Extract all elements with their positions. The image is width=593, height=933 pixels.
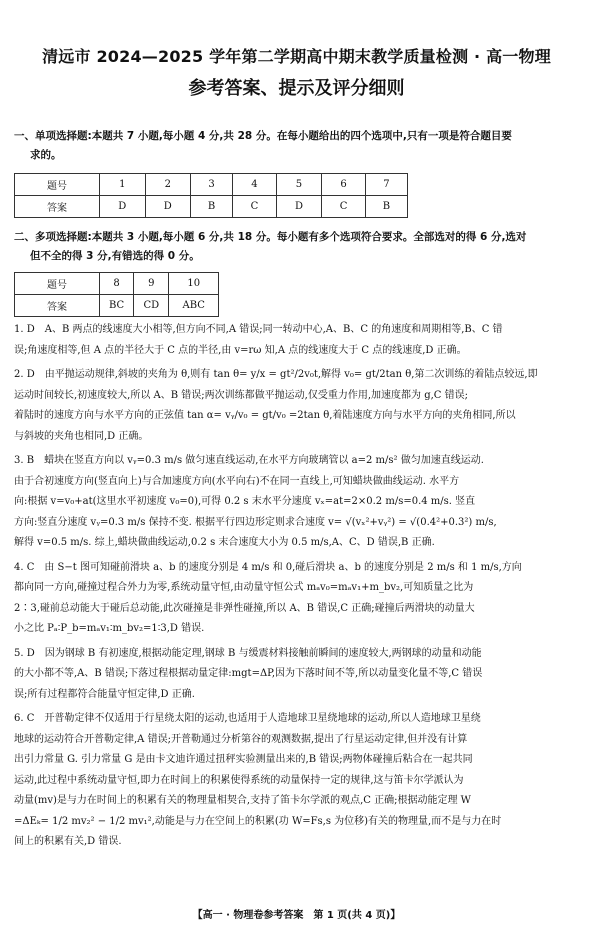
table-cell: 6 xyxy=(322,174,366,196)
table-cell: D xyxy=(100,196,146,218)
table-header-cell: 题号 xyxy=(15,174,100,196)
section1-line1: 一、单项选择题:本题共 7 小题,每小题 4 分,共 28 分。在每小题给出的四个选项中,只有一项是符合题目要 xyxy=(14,130,512,142)
explanation-line: 2∶3,碰前总动能大于碰后总动能,此次碰撞是非弹性碰撞,所以 A、B 错误,C 正确;碰撞后两滑块的动量大 xyxy=(14,602,475,614)
explanation-line: 都向同一方向,碰撞过程合外力为零,系统动量守恒,由动量守恒公式 mₐv₀=mₐv₁+m_bv₂,可知质量之比为 xyxy=(14,582,474,593)
table-header-cell: 答案 xyxy=(15,295,100,317)
table-cell: 8 xyxy=(100,273,134,295)
explanation-q1 xyxy=(14,320,580,361)
explanation-line: 运动,此过程中系统动量守恒,即力在时间上的积累使得系统的动量保持一定的规律,这与笛卡尔学派认为 xyxy=(14,774,464,786)
explanation-line: 动量(mv)是与力在时间上的积累有关的物理量相契合,支持了笛卡尔学派的观点,C 正确;根据动能定理 W xyxy=(14,795,471,806)
explanation-line: 着陆时的速度方向与水平方向的正弦值 tan α= vᵧ/v₀ = gt/v₀ =2tan θ,着陆速度方向与水平方向的夹角相同,所以 xyxy=(14,410,516,421)
explanation-line: 运动时间较长,初速度较大,所以 A、B 错误;两次训练都做平抛运动,仅受重力作用,加速度都为 g,C 错误; xyxy=(14,389,468,401)
table-cell: D xyxy=(276,196,322,218)
explanation-line: 6. C 开普勒定律不仅适用于行星绕太阳的运动,也适用于人造地球卫星绕地球的运动,所以人造地球卫星绕 xyxy=(14,713,481,724)
explanation-q2 xyxy=(14,365,580,447)
table-row xyxy=(15,174,408,196)
section-single-choice-heading xyxy=(14,127,580,165)
table-cell: BC xyxy=(100,295,134,317)
section2-line2: 但不全的得 3 分,有错选的得 0 分。 xyxy=(30,250,200,262)
document-title: 清远市 2024—2025 学年第二学期高中期末教学质量检测 · 高一物理 xyxy=(42,47,551,66)
table-cell: 3 xyxy=(191,174,233,196)
table-header-cell: 题号 xyxy=(15,273,100,295)
table-cell: CD xyxy=(134,295,169,317)
table-header-cell: 答案 xyxy=(15,196,100,218)
explanation-line: 由于合初速度方向(竖直向上)与合加速度方向(水平向右)不在同一直线上,可知蜡块做曲线运动. 水平方 xyxy=(14,475,460,487)
explanation-line: 与斜坡的夹角也相同,D 正确。 xyxy=(14,430,149,442)
table-cell: 10 xyxy=(169,273,219,295)
table-cell: D xyxy=(145,196,191,218)
explanation-line: 出引力常量 G. 引力常量 G 是由卡文迪许通过扭秤实验测量出来的,B 错误;两物体碰撞后粘合在一起共同 xyxy=(14,754,473,765)
table-row xyxy=(15,196,408,218)
table-cell: 7 xyxy=(365,174,407,196)
document-subtitle: 参考答案、提示及评分细则 xyxy=(188,78,405,99)
section-multi-choice-heading xyxy=(14,228,580,266)
explanation-line: 误;所有过程都符合能量守恒定律,D 正确. xyxy=(14,688,195,700)
table-cell: B xyxy=(191,196,233,218)
explanation-q3 xyxy=(14,451,580,554)
table-row xyxy=(15,295,219,317)
table-row xyxy=(15,273,219,295)
explanation-line: 1. D A、B 两点的线速度大小相等,但方向不同,A 错误;同一转动中心,A、B、C 的角速度和周期相等,B、C 错 xyxy=(14,324,503,335)
table-cell: B xyxy=(365,196,407,218)
explanations-block xyxy=(14,320,580,853)
single-choice-answer-table xyxy=(14,173,408,218)
section2-line1: 二、多项选择题:本题共 3 小题,每小题 6 分,共 18 分。每小题有多个选项符合要求。全部选对的得 6 分,选对 xyxy=(14,231,527,243)
explanation-q5 xyxy=(14,644,580,706)
multi-choice-answer-table xyxy=(14,272,219,317)
table-cell: 2 xyxy=(145,174,191,196)
explanation-line: 的大小都不等,A、B 错误;下落过程根据动量定律:mgt=ΔP,因为下落时间不等,所以动量变化量不等,C 错误 xyxy=(14,668,483,679)
section1-line2: 求的。 xyxy=(30,149,62,161)
explanation-line: 向:根据 v=v₀+at(这里水平初速度 v₀=0),可得 0.2 s 末水平分速度 vₓ=at=2×0.2 m/s=0.4 m/s. 竖直 xyxy=(14,496,476,507)
explanation-line: 地球的运动符合开普勒定律,A 错误;开普勒通过分析第谷的观测数据,提出了行星运动定律,但并没有计算 xyxy=(14,733,468,745)
page-footer: 【高一 · 物理卷参考答案 第 1 页(共 4 页)】 xyxy=(192,910,401,921)
explanation-line: 解得 v=0.5 m/s. 综上,蜡块做曲线运动,0.2 s 末合速度大小为 0.5 m/s,A、C、D 错误,B 正确. xyxy=(14,537,435,548)
explanation-line: 3. B 蜡块在竖直方向以 vᵧ=0.3 m/s 做匀速直线运动,在水平方向玻璃管以 a=2 m/s² 做匀加速直线运动. xyxy=(14,455,484,466)
explanation-q4 xyxy=(14,558,580,640)
table-cell: C xyxy=(233,196,277,218)
table-cell: 4 xyxy=(233,174,277,196)
explanation-line: 4. C 由 S−t 图可知碰前滑块 a、b 的速度分别是 4 m/s 和 0,碰后滑块 a、b 的速度分别是 2 m/s 和 1 m/s,方向 xyxy=(14,561,522,573)
table-cell: ABC xyxy=(169,295,219,317)
explanation-line: 2. D 由平抛运动规律,斜坡的夹角为 θ,则有 tan θ= y/x = gt²/2v₀t,解得 v₀= gt/2tan θ,第二次训练的着陆点较远,即 xyxy=(14,369,538,380)
explanation-line: 方向:竖直分速度 vᵧ=0.3 m/s 保持不变. 根据平行四边形定则求合速度 v= √(vₓ²+vᵧ²) = √(0.4²+0.3²) m/s, xyxy=(14,516,497,528)
table-cell: 1 xyxy=(100,174,146,196)
explanation-line: 5. D 因为钢球 B 有初速度,根据动能定理,钢球 B 与缓震材料接触前瞬间的速度较大,两钢球的动量和动能 xyxy=(14,647,482,659)
explanation-line: 误;角速度相等,但 A 点的半径大于 C 点的半径,由 v=rω 知,A 点的线速度大于 C 点的线速度,D 正确。 xyxy=(14,344,467,356)
explanation-line: 间上的积累有关,D 错误. xyxy=(14,836,122,847)
table-cell: C xyxy=(322,196,366,218)
explanation-line: =ΔEₖ= 1/2 mv₂² − 1/2 mv₁²,动能是与力在空间上的积累(功 W=Fs,s 为位移)有关的物理量,而不是与力在时 xyxy=(14,815,502,827)
table-cell: 9 xyxy=(134,273,169,295)
table-cell: 5 xyxy=(276,174,322,196)
explanation-line: 小之比 Pₐ∶P_b=mₐv₁∶m_bv₂=1∶3,D 错误. xyxy=(14,623,205,634)
explanation-q6 xyxy=(14,709,580,853)
